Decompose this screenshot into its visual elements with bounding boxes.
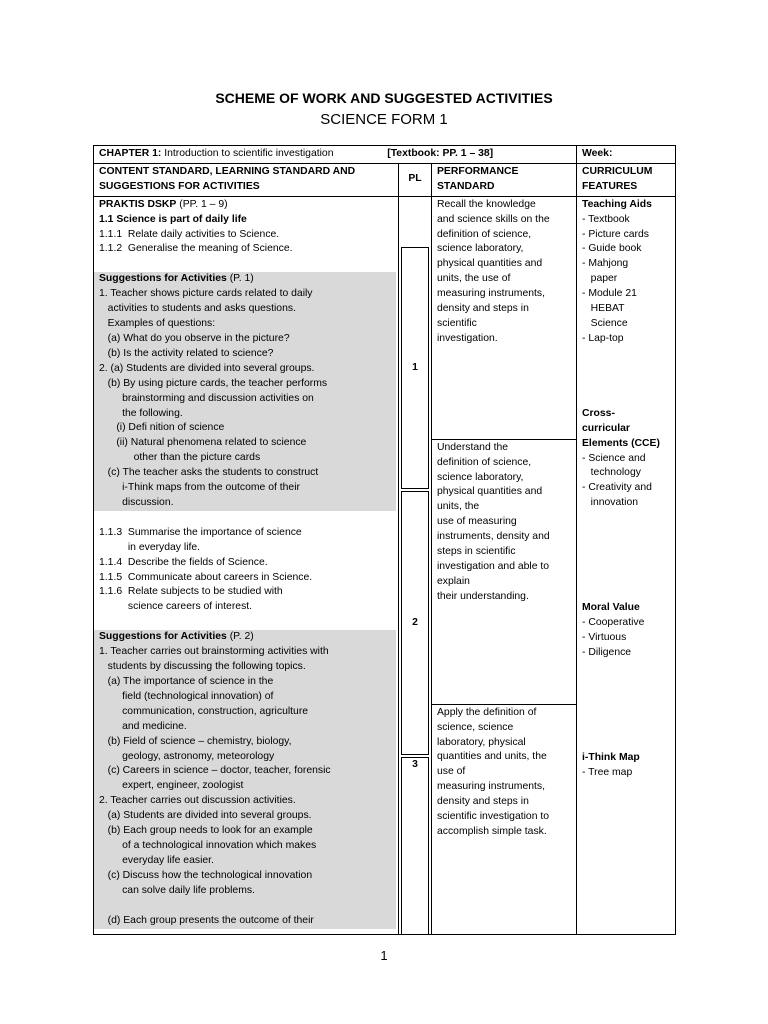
learning-standard-item: 1.1.5 Communicate about careers in Science. bbox=[99, 571, 313, 583]
activity-line: and medicine. bbox=[99, 720, 187, 732]
activity-line: (b) Each group needs to look for an example bbox=[99, 825, 313, 837]
chapter-row bbox=[94, 146, 676, 164]
activity-line: (a) What do you observe in the picture? bbox=[99, 332, 290, 344]
performance-level-1 bbox=[432, 197, 576, 440]
performance-line: Apply the definition of bbox=[437, 706, 537, 718]
cce-heading: curricular bbox=[582, 422, 630, 434]
performance-line: use of measuring bbox=[437, 516, 517, 528]
column-header-row bbox=[94, 163, 676, 196]
learning-standard-item: science careers of interest. bbox=[99, 601, 253, 613]
chapter-label: CHAPTER 1: bbox=[99, 148, 162, 159]
cce-item: - Science and bbox=[582, 452, 646, 464]
chapter-cell bbox=[94, 146, 577, 164]
pl-level-1: 1 bbox=[401, 247, 429, 489]
performance-line: units, the use of bbox=[437, 273, 511, 285]
activity-line: brainstorming and discussion activities on bbox=[99, 392, 314, 404]
performance-line: measuring instruments, bbox=[437, 781, 545, 793]
performance-line: investigation and able to bbox=[437, 560, 550, 572]
performance-line: their understanding. bbox=[437, 590, 529, 602]
learning-standard-item: 1.1.4 Describe the fields of Science. bbox=[99, 556, 268, 568]
activity-line: i-Think maps from the outcome of their bbox=[99, 482, 300, 494]
activity-line: activities to students and asks questions. bbox=[99, 303, 296, 315]
performance-line: science laboratory, bbox=[437, 243, 524, 255]
activity-line: 2. Teacher carries out discussion activities. bbox=[99, 795, 296, 807]
activity-line: field (technological innovation) of bbox=[99, 690, 274, 702]
performance-level-2 bbox=[432, 440, 576, 705]
activity-line: other than the picture cards bbox=[99, 452, 261, 464]
activity-line: Examples of questions: bbox=[99, 318, 216, 330]
activities-label: Suggestions for Activities bbox=[99, 631, 227, 643]
document-title: SCHEME OF WORK AND SUGGESTED ACTIVITIES bbox=[215, 90, 553, 106]
cce-item: technology bbox=[582, 467, 641, 479]
page-number: 1 bbox=[380, 948, 388, 963]
activity-line: expert, engineer, zoologist bbox=[99, 780, 244, 792]
activity-line: of a technological innovation which makes bbox=[99, 839, 317, 851]
performance-line: and science skills on the bbox=[437, 213, 550, 225]
scheme-table bbox=[93, 145, 676, 935]
learning-standard-item: in everyday life. bbox=[99, 541, 201, 553]
performance-line: definition of science, bbox=[437, 456, 532, 468]
textbook-ref: [Textbook: PP. 1 – 38] bbox=[387, 148, 494, 159]
activity-line: discussion. bbox=[99, 496, 174, 508]
teaching-aid-item: - Textbook bbox=[582, 213, 630, 225]
moral-value-item: - Cooperative bbox=[582, 617, 645, 629]
activity-line: (c) Careers in science – doctor, teacher, forensic bbox=[99, 765, 331, 777]
ithink-item: - Tree map bbox=[582, 766, 633, 778]
ithink-heading: i-Think Map bbox=[582, 751, 640, 763]
performance-line: accomplish simple task. bbox=[437, 825, 547, 837]
activity-line: communication, construction, agriculture bbox=[99, 705, 309, 717]
performance-line: science laboratory, bbox=[437, 471, 524, 483]
activity-line: students by discussing the following topics. bbox=[99, 661, 306, 673]
performance-line: investigation. bbox=[437, 332, 498, 344]
cce-item: - Creativity and bbox=[582, 482, 652, 494]
performance-line: Recall the knowledge bbox=[437, 198, 536, 210]
activity-line: can solve daily life problems. bbox=[99, 884, 255, 896]
pl-level-2: 2 bbox=[401, 491, 429, 755]
teaching-aid-item: - Picture cards bbox=[582, 228, 649, 240]
performance-line: explain bbox=[437, 575, 470, 587]
cce-heading: Elements (CCE) bbox=[582, 437, 660, 449]
activity-line: (a) The importance of science in the bbox=[99, 676, 274, 687]
teaching-aid-item: - Guide book bbox=[582, 243, 642, 255]
performance-line: physical quantities and bbox=[437, 486, 543, 498]
performance-line: definition of science, bbox=[437, 228, 532, 240]
activity-line: (c) Discuss how the technological innovation bbox=[99, 869, 313, 881]
activity-line: 2. (a) Students are divided into several groups. bbox=[99, 362, 315, 374]
performance-line: scientific bbox=[437, 317, 477, 329]
activity-line: (a) Students are divided into several groups. bbox=[99, 810, 312, 822]
performance-line: physical quantities and bbox=[437, 258, 543, 270]
activity-line: (b) By using picture cards, the teacher performs bbox=[99, 377, 328, 389]
performance-line: use of bbox=[437, 766, 466, 778]
activity-line: (d) Each group presents the outcome of their bbox=[99, 914, 314, 926]
teaching-aid-item: - Module 21 bbox=[582, 288, 637, 300]
teaching-aid-item: - Lap-top bbox=[582, 332, 624, 344]
activities-label: Suggestions for Activities bbox=[99, 273, 227, 285]
activity-line: (ii) Natural phenomena related to science bbox=[99, 437, 307, 449]
performance-line: steps in scientific bbox=[437, 546, 516, 558]
activity-line: (b) Is the activity related to science? bbox=[99, 347, 274, 359]
cce-heading: Cross- bbox=[582, 407, 615, 419]
col-pl-header: PL bbox=[399, 163, 432, 196]
moral-value-heading: Moral Value bbox=[582, 602, 640, 614]
activity-line: geology, astronomy, meteorology bbox=[99, 750, 275, 762]
activity-line: the following. bbox=[99, 407, 183, 419]
pl-cell bbox=[399, 196, 432, 934]
teaching-aid-item: - Mahjong bbox=[582, 258, 629, 270]
performance-line: quantities and units, the bbox=[437, 751, 547, 763]
learning-standard-item: 1.1.2 Generalise the meaning of Science. bbox=[99, 243, 293, 255]
performance-line: density and steps in bbox=[437, 303, 529, 315]
learning-standard-item: 1.1.3 Summarise the importance of science bbox=[99, 526, 302, 538]
praktis-pages: (PP. 1 – 9) bbox=[179, 198, 228, 210]
performance-line: scientific investigation to bbox=[437, 811, 550, 823]
teaching-aid-item: Science bbox=[582, 317, 628, 329]
activities-box-2 bbox=[94, 630, 396, 928]
document-subtitle: SCIENCE FORM 1 bbox=[320, 111, 448, 128]
pl-level-3: 3 bbox=[401, 757, 429, 935]
activities-page: (P. 2) bbox=[229, 631, 254, 643]
performance-line: density and steps in bbox=[437, 796, 529, 808]
activity-line: (b) Field of science – chemistry, biology, bbox=[99, 735, 292, 747]
col-performance-header: PERFORMANCE STANDARD bbox=[432, 163, 577, 196]
chapter-text: Introduction to scientific investigation bbox=[164, 148, 334, 159]
activities-page: (P. 1) bbox=[229, 273, 254, 285]
performance-level-3 bbox=[432, 705, 576, 841]
teaching-aid-item: HEBAT bbox=[582, 303, 625, 315]
learning-standard-item: 1.1.1 Relate daily activities to Science. bbox=[99, 228, 280, 240]
col-content-header: CONTENT STANDARD, LEARNING STANDARD AND SUGGESTIONS FOR ACTIVITIES bbox=[94, 163, 399, 196]
cce-item: innovation bbox=[582, 497, 639, 509]
content-cell bbox=[94, 196, 399, 934]
moral-value-item: - Virtuous bbox=[582, 631, 627, 643]
performance-line: instruments, density and bbox=[437, 531, 550, 543]
moral-value-item: - Diligence bbox=[582, 646, 632, 658]
performance-line: laboratory, physical bbox=[437, 736, 526, 748]
col-curriculum-header: CURRICULUM FEATURES bbox=[577, 163, 676, 196]
activity-line: 1. Teacher shows picture cards related to daily bbox=[99, 288, 313, 300]
praktis-label: PRAKTIS DSKP bbox=[99, 198, 177, 210]
curriculum-cell bbox=[577, 196, 676, 934]
teaching-aids-heading: Teaching Aids bbox=[582, 198, 652, 210]
learning-standard-item: 1.1.6 Relate subjects to be studied with bbox=[99, 586, 283, 598]
performance-cell bbox=[432, 196, 577, 934]
teaching-aid-item: paper bbox=[582, 273, 618, 285]
performance-line: units, the bbox=[437, 501, 480, 513]
performance-line: Understand the bbox=[437, 441, 509, 453]
week-label: Week: bbox=[577, 146, 676, 164]
performance-line: measuring instruments, bbox=[437, 288, 545, 300]
performance-line: science, science bbox=[437, 721, 514, 733]
activity-line: (c) The teacher asks the students to construct bbox=[99, 467, 319, 479]
activities-box-1 bbox=[94, 272, 396, 511]
activity-line: everyday life easier. bbox=[99, 854, 214, 866]
activity-line: (i) Defi nition of science bbox=[99, 422, 225, 434]
body-row bbox=[94, 196, 676, 934]
learning-standard-heading: 1.1 Science is part of daily life bbox=[99, 213, 247, 225]
activity-line: 1. Teacher carries out brainstorming activities with bbox=[99, 646, 329, 658]
